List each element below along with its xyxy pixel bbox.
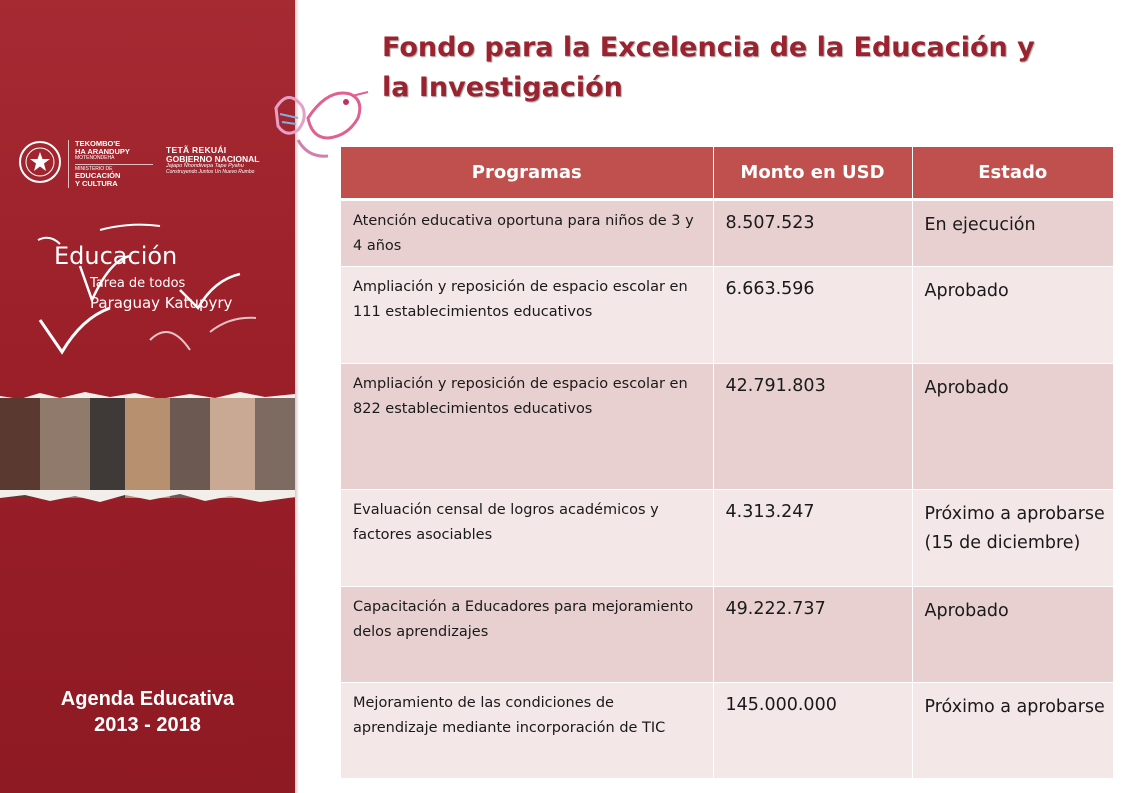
table-row <box>341 200 1113 267</box>
cell-programa: Capacitación a Educadores para mejoramiento delos aprendizajes <box>341 587 713 683</box>
column-header-programas: Programas <box>341 147 713 200</box>
government-line2: GOBIERNO NACIONAL <box>166 153 260 164</box>
page-title-line2: la Investigación <box>382 72 623 103</box>
cell-programa: Mejoramiento de las condiciones de aprendizaje mediante incorporación de TIC <box>341 683 713 779</box>
ministry-line2: HA ARANDUPY <box>75 146 130 156</box>
table-row <box>341 364 1113 490</box>
government-line4: Construyendo Juntos Un Nuevo Rumbo <box>166 168 255 175</box>
page-title-line1: Fondo para la Excelencia de la Educación y <box>382 32 1035 63</box>
ministry-logo-text <box>68 140 171 188</box>
table-row <box>341 683 1113 779</box>
ministry-line4: MINISTERIO DE <box>75 166 113 172</box>
ministry-line1: TEKOMBO'E <box>75 139 121 148</box>
table-header-row <box>341 147 1113 200</box>
cell-monto: 8.507.523 <box>713 200 912 267</box>
government-line3: Jajapo Ñhondivepa Tape Pyahu <box>166 162 244 169</box>
cell-estado: Próximo a aprobarse <box>912 683 1113 779</box>
government-logo-text <box>166 146 278 175</box>
students-photo-collage <box>0 398 295 498</box>
cell-estado: En ejecución <box>912 200 1113 267</box>
cell-programa: Atención educativa oportuna para niños de 3 y 4 años <box>341 200 713 267</box>
brand-title: Educación <box>54 242 178 270</box>
sidebar <box>0 0 295 793</box>
education-brand <box>30 220 270 370</box>
cell-estado: Próximo a aprobarse (15 de diciembre) <box>912 490 1113 587</box>
ministry-line5: EDUCACIÓN <box>75 171 121 181</box>
cell-monto: 4.313.247 <box>713 490 912 587</box>
cell-programa: Evaluación censal de logros académicos y factores asociables <box>341 490 713 587</box>
column-header-estado: Estado <box>912 147 1113 200</box>
cell-estado: Aprobado <box>912 267 1113 364</box>
ministry-line3: MOTENONDEHA <box>75 154 115 161</box>
table-row <box>341 267 1113 364</box>
cell-monto: 49.222.737 <box>713 587 912 683</box>
cell-programa: Ampliación y reposición de espacio escolar en 822 establecimientos educativos <box>341 364 713 490</box>
programs-table-container <box>341 147 1113 779</box>
programs-table <box>341 147 1113 779</box>
torn-edge-bottom <box>0 490 295 504</box>
table-row <box>341 490 1113 587</box>
agenda-line1: Agenda Educativa <box>60 688 235 710</box>
logos <box>18 140 280 192</box>
cell-monto: 145.000.000 <box>713 683 912 779</box>
national-seal-icon <box>18 140 62 184</box>
column-header-monto: Monto en USD <box>713 147 912 200</box>
page-title <box>382 28 1082 108</box>
government-line1: TETÃ REKUÁI <box>166 145 227 155</box>
cell-monto: 42.791.803 <box>713 364 912 490</box>
agenda-line2: 2013 - 2018 <box>94 714 201 736</box>
ministry-divider <box>75 164 153 165</box>
ministry-line6: Y CULTURA <box>75 179 118 189</box>
cell-monto: 6.663.596 <box>713 267 912 364</box>
cell-estado: Aprobado <box>912 364 1113 490</box>
brand-subtitle: Paraguay Katupyry <box>90 294 233 312</box>
agenda-label <box>0 686 295 738</box>
brand-tagline: Tarea de todos <box>90 276 186 291</box>
table-row <box>341 587 1113 683</box>
cell-estado: Aprobado <box>912 587 1113 683</box>
cell-programa: Ampliación y reposición de espacio escolar en 111 establecimientos educativos <box>341 267 713 364</box>
